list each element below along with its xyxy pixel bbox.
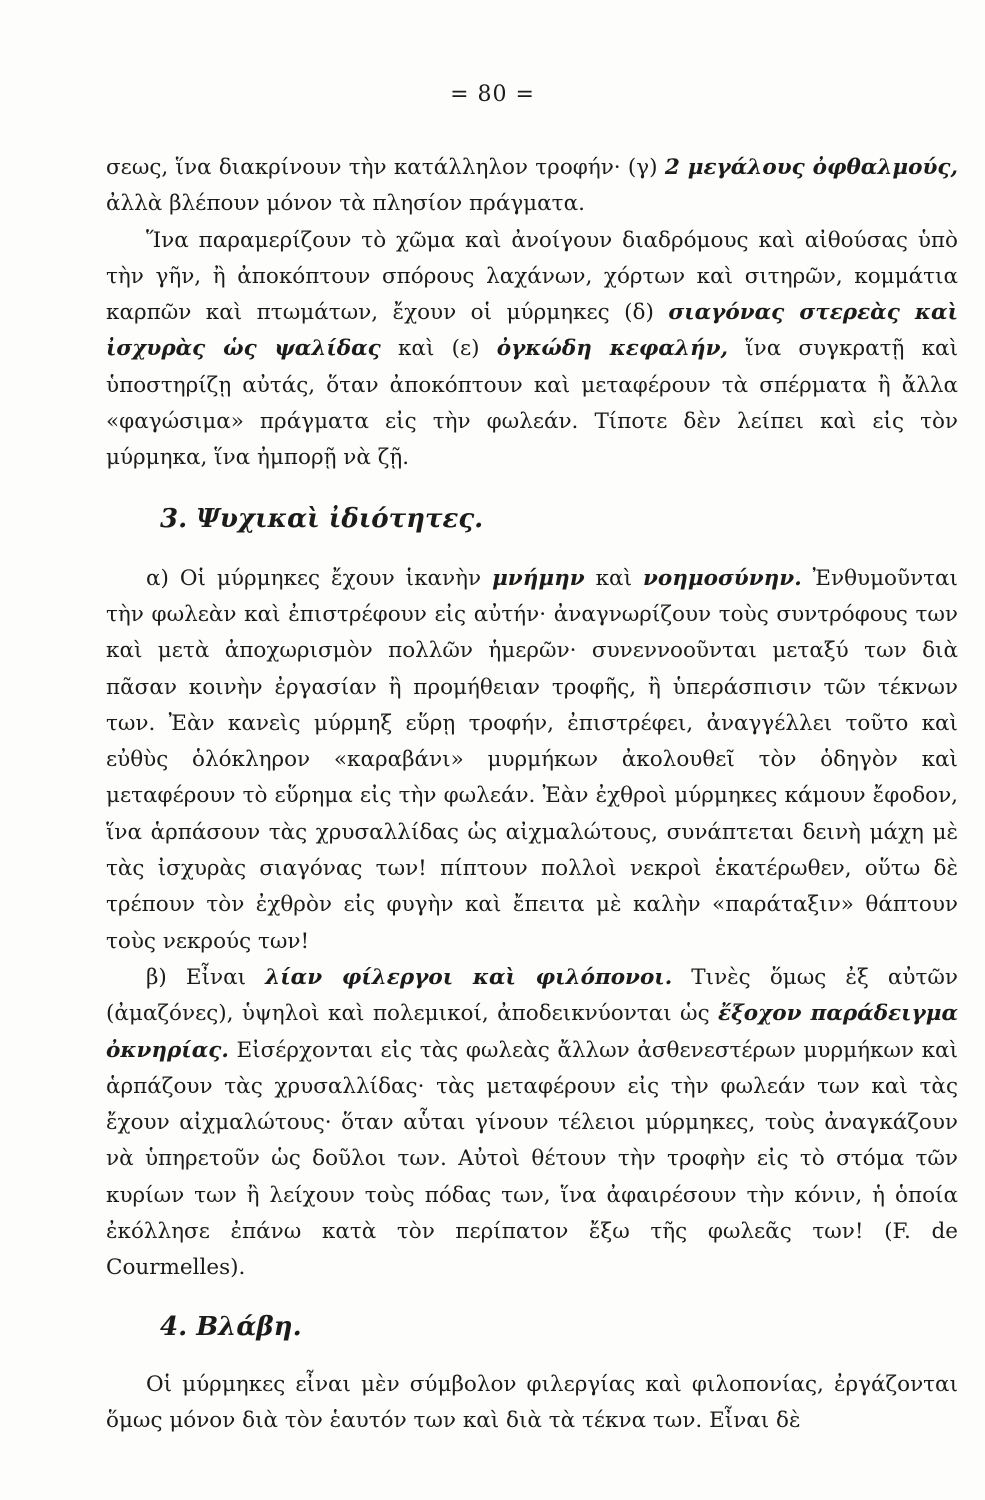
text-run: β) Εἶναι [146,964,266,990]
emphasis-intelligence: νοημοσύνην. [642,565,802,591]
page-body [106,150,958,1439]
text-run: Οἱ μύρμηκες εἶναι μὲν σύμβολον φιλεργίας καὶ φιλοπονίας, ἐργάζονται ὅμως μόνον διὰ τὸν ἑαυτόν των καὶ διὰ τὰ τέκνα των. Εἶναι δὲ [106,1371,958,1433]
section-heading-mental-traits: 3. Ψυχικαὶ ἰδιότητες. [160,503,484,534]
paragraph-industrious [106,960,958,1287]
text-run: σεως, ἵνα διακρίνουν τὴν κατάλληλον τροφήν· (γ) [106,155,665,180]
page-number: = 80 = [450,82,535,107]
text-run: Ἐνθυμοῦνται τὴν φωλεὰν καὶ ἐπιστρέφουν εἰς αὐτήν· ἀναγνωρίζουν τοὺς συντρόφους των καὶ μετὰ ἀποχωρισμὸν πολλῶν ἡμερῶν· συνεννοοῦνται μεταξύ των διὰ πᾶσαν κοινὴν ἐργασίαν ἢ προμήθειαν τροφῆς, ἢ ὑπεράσπισιν τῶν τέκνων των. Ἐὰν κανεὶς μύρμηξ εὕρῃ τροφήν, ἐπιστρέφει, ἀναγγέλλει τοῦτο καὶ εὐθὺς ὁλόκληρον «καραβάνι» μυρμήκων ἀκολουθεῖ τὸν ὁδηγὸν καὶ μεταφέρουν τὸ εὕρημα εἰς τὴν φωλεάν. Ἐὰν ἐχθροὶ μύρμηκες κάμουν ἔφοδον, ἵνα ἁρπάσουν τὰς χρυσαλλίδας ὡς αἰχμαλώτους, συνάπτεται δεινὴ μάχη μὲ τὰς ἰσχυρὰς σιαγόνας των! πίπτουν πολλοὶ νεκροὶ ἑκατέρωθεν, οὕτω δὲ τρέπουν τὸν ἐχθρὸν εἰς φυγὴν καὶ ἔπειτα μὲ καλὴν «παράταξιν» θάπτουν τοὺς νεκρούς των! [106,565,958,954]
text-run: Τινὲς ὅμως ἐξ αὐτῶν (ἀμαζόνες), ὑψηλοὶ καὶ πολεμικοί, ἀποδεικνύονται ὡς [106,964,958,1027]
text-run: Ἵνα παραμερίζουν τὸ χῶμα καὶ ἀνοίγουν διαδρόμους καὶ αἰθούσας ὑπὸ τὴν γῆν, ἢ ἀποκόπτουν σπόρους λαχάνων, χόρτων καὶ σιτηρῶν, κομμάτια καρπῶν καὶ πτωμάτων, ἔχουν οἱ μύρμηκες (δ) [106,227,958,326]
text-run: καὶ [584,565,643,591]
emphasis-eyes: 2 μεγάλους ὀφθαλμούς, [664,155,958,180]
emphasis-jaws: σιαγόνας στερεὰς καὶ ἰσχυρὰς ὡς ψαλίδας [106,300,958,362]
emphasis-head: ὀγκώδη κεφαλήν, [496,336,728,362]
emphasis-memory: μνήμην [492,565,585,591]
text-run: α) Οἱ μύρμηκες ἔχουν ἱκανὴν [146,565,493,591]
paragraph-harm [106,1367,958,1440]
text-run: Εἰσέρχονται εἰς τὰς φωλεὰς ἄλλων ἀσθενεστέρων μυρμήκων καὶ ἁρπάζουν τὰς χρυσαλλίδας· τὰς μεταφέρουν εἰς τὴν φωλεάν των καὶ τὰς ἔχουν αἰχμαλώτους· ὅταν αὗται γίνουν τέλειοι μύρμηκες, τοὺς ἀναγκάζουν νὰ ὑπηρετοῦν ὡς δοῦλοι των. Αὐτοὶ θέτουν τὴν τροφὴν εἰς τὸ στόμα τῶν κυρίων των ἢ λείχουν τοὺς πόδας των, ἵνα ἀφαιρέσουν τὴν κόνιν, ἡ ὁποία ἐκόλλησε ἐπάνω κατὰ τὸν περίπατον ἔξω τῆς φωλεᾶς των! (F. de Courmelles). [106,1037,958,1281]
paragraph-eyes [106,150,958,223]
paragraph-jaws [106,223,958,477]
section-heading-harm: 4. Βλάβη. [160,1311,302,1342]
emphasis-laziness: ἔξοχον παράδειγμα ὀκνηρίας. [106,1001,958,1063]
text-run: ἵνα συγκρατῇ καὶ ὑποστηρίζῃ αὐτάς, ὅταν ἀποκόπτουν καὶ μεταφέρουν τὰ σπέρματα ἢ ἄλλα «φαγώσιμα» πράγματα εἰς τὴν φωλεάν. Τίποτε δὲν λείπει καὶ εἰς τὸν μύρμηκα, ἵνα ἠμπορῇ νὰ ζῇ. [106,336,958,471]
paragraph-memory [106,561,958,960]
text-run: καὶ (ε) [380,336,497,362]
emphasis-industrious: λίαν φίλεργοι καὶ φιλόπονοι. [265,964,673,990]
text-run: ἀλλὰ βλέπουν μόνον τὰ πλησίον πράγματα. [106,191,585,217]
